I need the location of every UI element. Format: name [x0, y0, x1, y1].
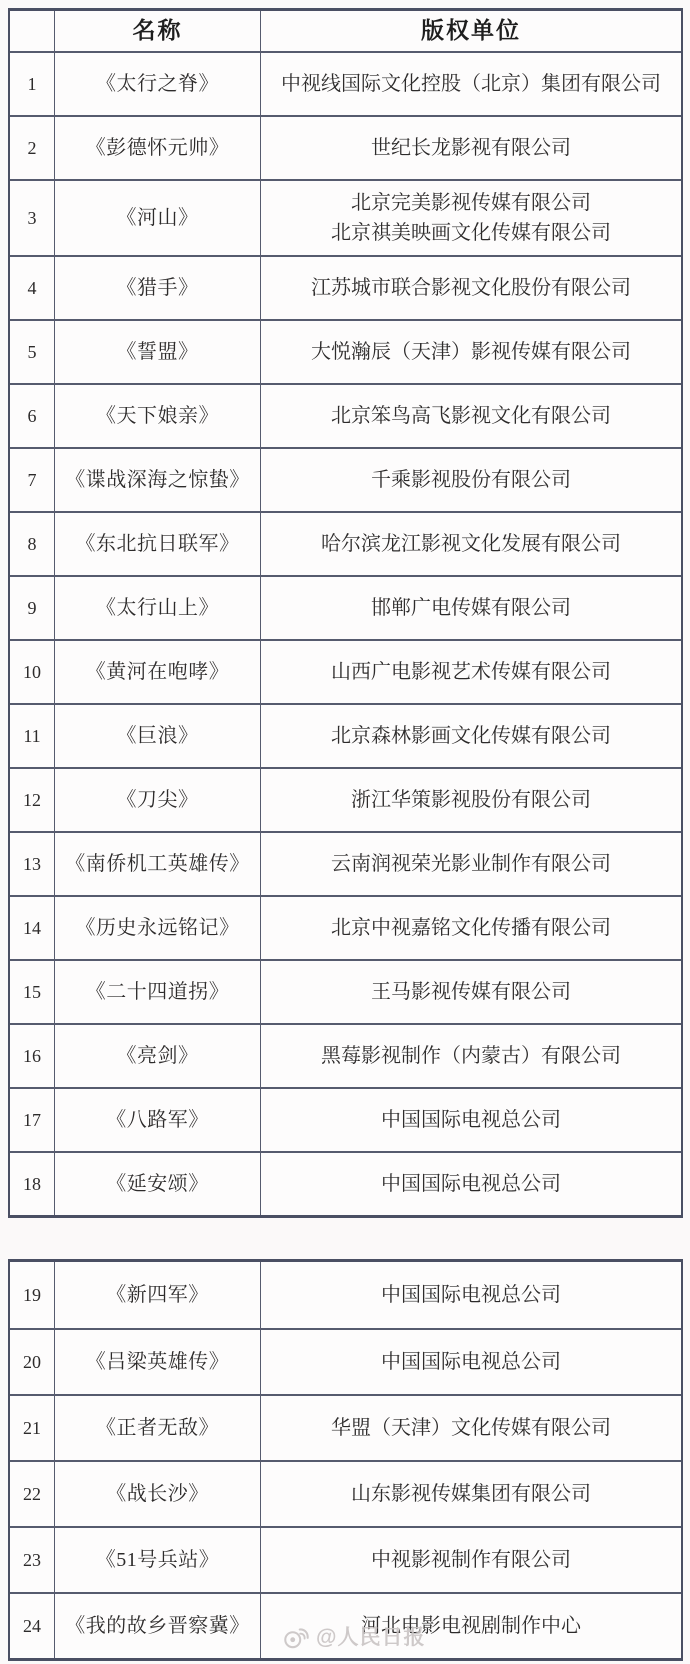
table-row — [10, 255, 681, 319]
title-cell: 《我的故乡晋察冀》 — [54, 1594, 260, 1658]
weibo-logo-icon — [281, 1622, 311, 1650]
copyright-unit-cell — [260, 1462, 681, 1526]
table-row — [10, 51, 681, 115]
table-row — [10, 703, 681, 767]
title-cell: 《巨浪》 — [54, 705, 260, 767]
weibo-watermark — [281, 1621, 425, 1651]
copyright-unit-line: 中视线国际文化控股（北京）集团有限公司 — [281, 73, 661, 95]
title-cell: 《刀尖》 — [54, 769, 260, 831]
copyright-unit-cell — [260, 449, 681, 511]
copyright-unit-cell — [260, 321, 681, 383]
table-row — [10, 1460, 681, 1526]
table-row — [10, 115, 681, 179]
table-row — [10, 575, 681, 639]
title-cell: 《新四军》 — [54, 1262, 260, 1328]
copyright-unit-cell — [260, 641, 681, 703]
title-cell: 《51号兵站》 — [54, 1528, 260, 1592]
title-cell: 《天下娘亲》 — [54, 385, 260, 447]
row-number-cell: 8 — [27, 534, 37, 554]
row-number-cell: 19 — [23, 1285, 41, 1305]
watermark-label: @人民日报 — [316, 1626, 426, 1649]
row-number-cell: 5 — [27, 342, 37, 362]
title-cell: 《正者无敌》 — [54, 1396, 260, 1460]
table-row — [10, 767, 681, 831]
title-cell: 《誓盟》 — [54, 321, 260, 383]
table-row — [10, 639, 681, 703]
table-row — [10, 895, 681, 959]
row-number-cell: 11 — [23, 726, 41, 746]
copyright-unit-cell — [260, 1528, 681, 1592]
copyright-unit-line: 中视影视制作有限公司 — [371, 1549, 571, 1571]
row-number-cell: 9 — [27, 598, 37, 618]
copyright-unit-cell — [260, 961, 681, 1023]
copyright-unit-line: 山东影视传媒集团有限公司 — [351, 1483, 591, 1505]
copyright-unit-line: 华盟（天津）文化传媒有限公司 — [331, 1417, 611, 1439]
copyright-unit-line: 北京中视嘉铭文化传播有限公司 — [331, 917, 611, 939]
row-number-cell: 23 — [23, 1550, 41, 1570]
copyright-unit-cell — [260, 385, 681, 447]
title-cell: 《猎手》 — [54, 257, 260, 319]
title-cell: 《东北抗日联军》 — [54, 513, 260, 575]
row-number-cell: 4 — [27, 278, 37, 298]
row-number-cell: 24 — [23, 1616, 41, 1636]
copyright-unit-cell — [260, 1330, 681, 1394]
row-number-cell: 21 — [23, 1418, 41, 1438]
title-cell: 《历史永远铭记》 — [54, 897, 260, 959]
copyright-unit-line: 北京森林影画文化传媒有限公司 — [331, 725, 611, 747]
table-row — [10, 447, 681, 511]
copyright-unit-line: 云南润视荣光影业制作有限公司 — [331, 853, 611, 875]
copyright-unit-line: 中国国际电视总公司 — [381, 1173, 561, 1195]
header-unit-cell: 版权单位 — [260, 11, 681, 51]
table-row — [10, 1023, 681, 1087]
table-row — [10, 1151, 681, 1215]
row-number-cell: 15 — [23, 982, 41, 1002]
title-cell: 《八路军》 — [54, 1089, 260, 1151]
copyright-unit-cell — [260, 1396, 681, 1460]
title-cell: 《二十四道拐》 — [54, 961, 260, 1023]
row-number-cell: 7 — [27, 470, 37, 490]
row-number-cell: 14 — [23, 918, 41, 938]
copyright-unit-cell — [260, 833, 681, 895]
copyright-unit-line: 千乘影视股份有限公司 — [371, 469, 571, 491]
copyright-unit-cell — [260, 897, 681, 959]
title-cell: 《黄河在咆哮》 — [54, 641, 260, 703]
copyright-unit-cell — [260, 769, 681, 831]
table-row — [10, 1328, 681, 1394]
copyright-unit-line: 大悦瀚辰（天津）影视传媒有限公司 — [311, 341, 631, 363]
copyright-unit-cell — [260, 513, 681, 575]
row-number-cell: 20 — [23, 1352, 41, 1372]
row-number-cell: 17 — [23, 1110, 41, 1130]
copyright-unit-cell — [260, 577, 681, 639]
table-header-row — [10, 11, 681, 51]
row-number-cell: 2 — [27, 138, 37, 158]
title-cell: 《彭德怀元帅》 — [54, 117, 260, 179]
copyright-unit-line: 江苏城市联合影视文化股份有限公司 — [311, 277, 631, 299]
copyright-unit-cell — [260, 1153, 681, 1215]
row-number-cell: 3 — [27, 208, 37, 228]
title-cell: 《延安颂》 — [54, 1153, 260, 1215]
copyright-unit-cell — [260, 53, 681, 115]
copyright-unit-line: 邯郸广电传媒有限公司 — [371, 597, 571, 619]
table-row — [10, 179, 681, 255]
copyright-unit-line: 浙江华策影视股份有限公司 — [351, 789, 591, 811]
copyright-table-1 — [8, 8, 683, 1218]
copyright-unit-cell — [260, 257, 681, 319]
title-cell: 《太行之脊》 — [54, 53, 260, 115]
title-cell: 《亮剑》 — [54, 1025, 260, 1087]
header-name-cell: 名称 — [54, 11, 260, 51]
copyright-unit-cell — [260, 181, 681, 255]
copyright-unit-line: 世纪长龙影视有限公司 — [371, 137, 571, 159]
table-row — [10, 319, 681, 383]
table-row — [10, 1087, 681, 1151]
title-cell: 《河山》 — [54, 181, 260, 255]
table-row — [10, 511, 681, 575]
row-number-cell: 1 — [27, 74, 37, 94]
copyright-unit-line: 中国国际电视总公司 — [381, 1351, 561, 1373]
title-cell: 《太行山上》 — [54, 577, 260, 639]
copyright-unit-line: 中国国际电视总公司 — [381, 1284, 561, 1306]
copyright-unit-cell — [260, 1025, 681, 1087]
row-number-cell: 12 — [23, 790, 41, 810]
row-number-cell: 6 — [27, 406, 37, 426]
copyright-unit-cell — [260, 705, 681, 767]
copyright-unit-cell — [260, 117, 681, 179]
copyright-table-2 — [8, 1259, 683, 1661]
copyright-unit-line: 北京完美影视传媒有限公司 — [351, 192, 591, 214]
row-number-cell: 16 — [23, 1046, 41, 1066]
copyright-unit-line: 河北电影电视剧制作中心 — [361, 1615, 581, 1637]
table-row — [10, 1526, 681, 1592]
copyright-unit-line: 山西广电影视艺术传媒有限公司 — [331, 661, 611, 683]
row-number-cell: 13 — [23, 854, 41, 874]
copyright-unit-cell — [260, 1089, 681, 1151]
row-number-cell: 18 — [23, 1174, 41, 1194]
table-row — [10, 959, 681, 1023]
title-cell: 《战长沙》 — [54, 1462, 260, 1526]
title-cell: 《谍战深海之惊蛰》 — [54, 449, 260, 511]
copyright-unit-line: 北京笨鸟高飞影视文化有限公司 — [331, 405, 611, 427]
table-row — [10, 831, 681, 895]
row-number-cell: 10 — [23, 662, 41, 682]
copyright-unit-line: 北京祺美映画文化传媒有限公司 — [331, 222, 611, 244]
header-number-cell — [10, 11, 54, 51]
table-row — [10, 1394, 681, 1460]
row-number-cell: 22 — [23, 1484, 41, 1504]
table-row — [10, 1262, 681, 1328]
copyright-unit-line: 王马影视传媒有限公司 — [371, 981, 571, 1003]
title-cell: 《吕梁英雄传》 — [54, 1330, 260, 1394]
title-cell: 《南侨机工英雄传》 — [54, 833, 260, 895]
copyright-unit-line: 哈尔滨龙江影视文化发展有限公司 — [321, 533, 621, 555]
copyright-unit-line: 黑莓影视制作（内蒙古）有限公司 — [321, 1045, 621, 1067]
table-row — [10, 383, 681, 447]
copyright-unit-cell — [260, 1262, 681, 1328]
copyright-unit-line: 中国国际电视总公司 — [381, 1109, 561, 1131]
